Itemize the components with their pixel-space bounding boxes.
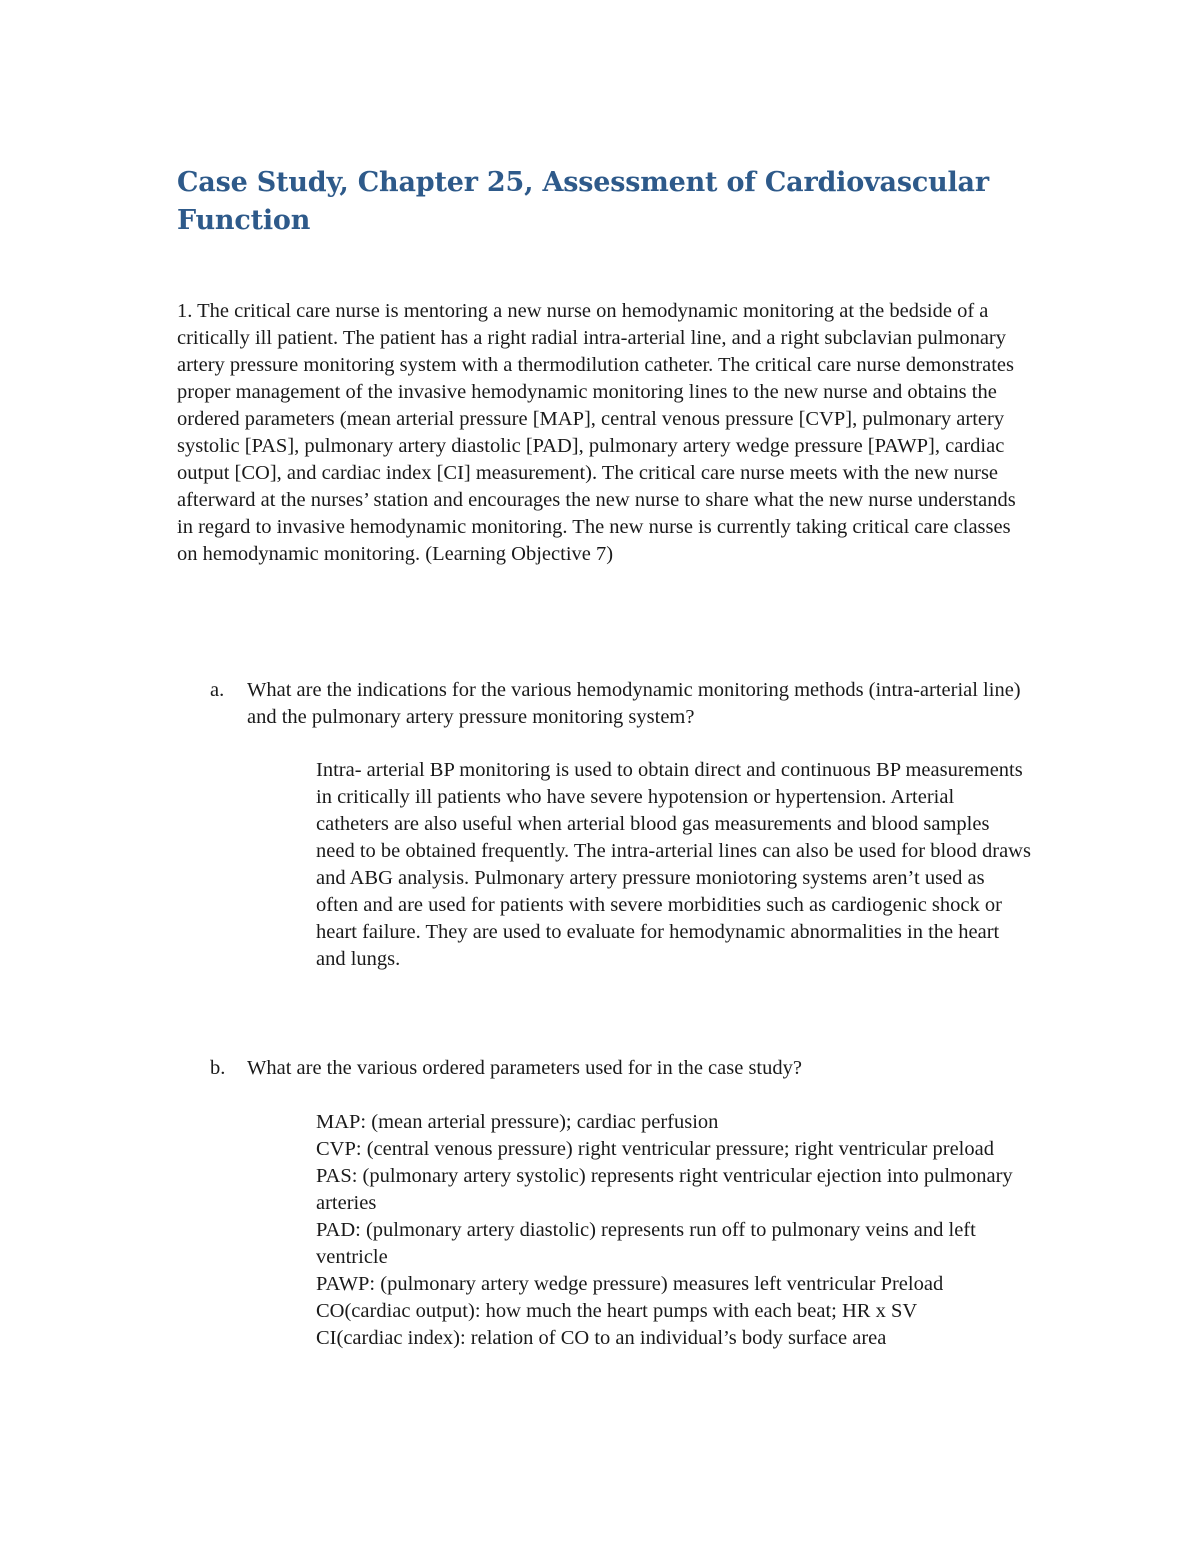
sub-question-a-marker: a. — [210, 679, 225, 701]
question-1-text: 1. The critical care nurse is mentoring a new nurse on hemodynamic monitoring at the bedside of a critically ill patient. The patient has a right radial intra-arterial line, and a right subclavian pulmonary artery pressure monitoring system with a thermodilution catheter. The critical care nurse demonstrates proper management of the invasive hemodynamic monitoring lines to the new nurse and obtains the ordered parameters (mean arterial pressure [MAP], central venous pressure [CVP], pulmonary artery systolic [PAS], pulmonary artery diastolic [PAD], pulmonary artery wedge pressure [PAWP], cardiac output [CO], and cardiac index [CI] measurement). The critical care nurse meets with the new nurse afterward at the nurses’ station and encourages the new nurse to share what the new nurse understands in regard to invasive hemodynamic monitoring. The new nurse is currently taking critical care classes on hemodynamic monitoring. (Learning Objective 7) — [177, 300, 1016, 565]
answer-b-item-co: CO(cardiac output): how much the heart pumps with each beat; HR x SV — [316, 1300, 918, 1322]
document-title: Case Study, Chapter 25, Assessment of Cardiovascular Function — [177, 167, 989, 236]
answer-b-item-cvp: CVP: (central venous pressure) right ventricular pressure; right ventricular preload — [316, 1138, 994, 1160]
answer-b-item-pad: PAD: (pulmonary artery diastolic) represents run off to pulmonary veins and left ventricle — [316, 1219, 976, 1268]
answer-b-item-ci: CI(cardiac index): relation of CO to an individual’s body surface area — [316, 1327, 887, 1349]
answer-a-text: Intra- arterial BP monitoring is used to obtain direct and continuous BP measurements in critically ill patients who have severe hypotension or hypertension. Arterial catheters are also useful when arterial blood gas measurements and blood samples need to be obtained frequently. The intra-arterial lines can also be used for blood draws and ABG analysis. Pulmonary artery pressure moniotoring systems aren’t used as often and are used for patients with severe morbidities such as cardiogenic shock or heart failure. They are used to evaluate for hemodynamic abnormalities in the heart and lungs. — [316, 759, 1031, 970]
answer-b-item-pawp: PAWP: (pulmonary artery wedge pressure) measures left ventricular Preload — [316, 1273, 944, 1295]
sub-question-b-text: What are the various ordered parameters used for in the case study? — [247, 1057, 802, 1079]
answer-b-item-map: MAP: (mean arterial pressure); cardiac perfusion — [316, 1111, 719, 1133]
sub-question-b-marker: b. — [210, 1057, 226, 1079]
answer-b-list — [316, 1109, 1031, 1352]
answer-b-item-pas: PAS: (pulmonary artery systolic) represents right ventricular ejection into pulmonary arteries — [316, 1165, 1013, 1214]
sub-question-a-text: What are the indications for the various hemodynamic monitoring methods (intra-arterial line) and the pulmonary artery pressure monitoring system? — [247, 679, 1021, 728]
